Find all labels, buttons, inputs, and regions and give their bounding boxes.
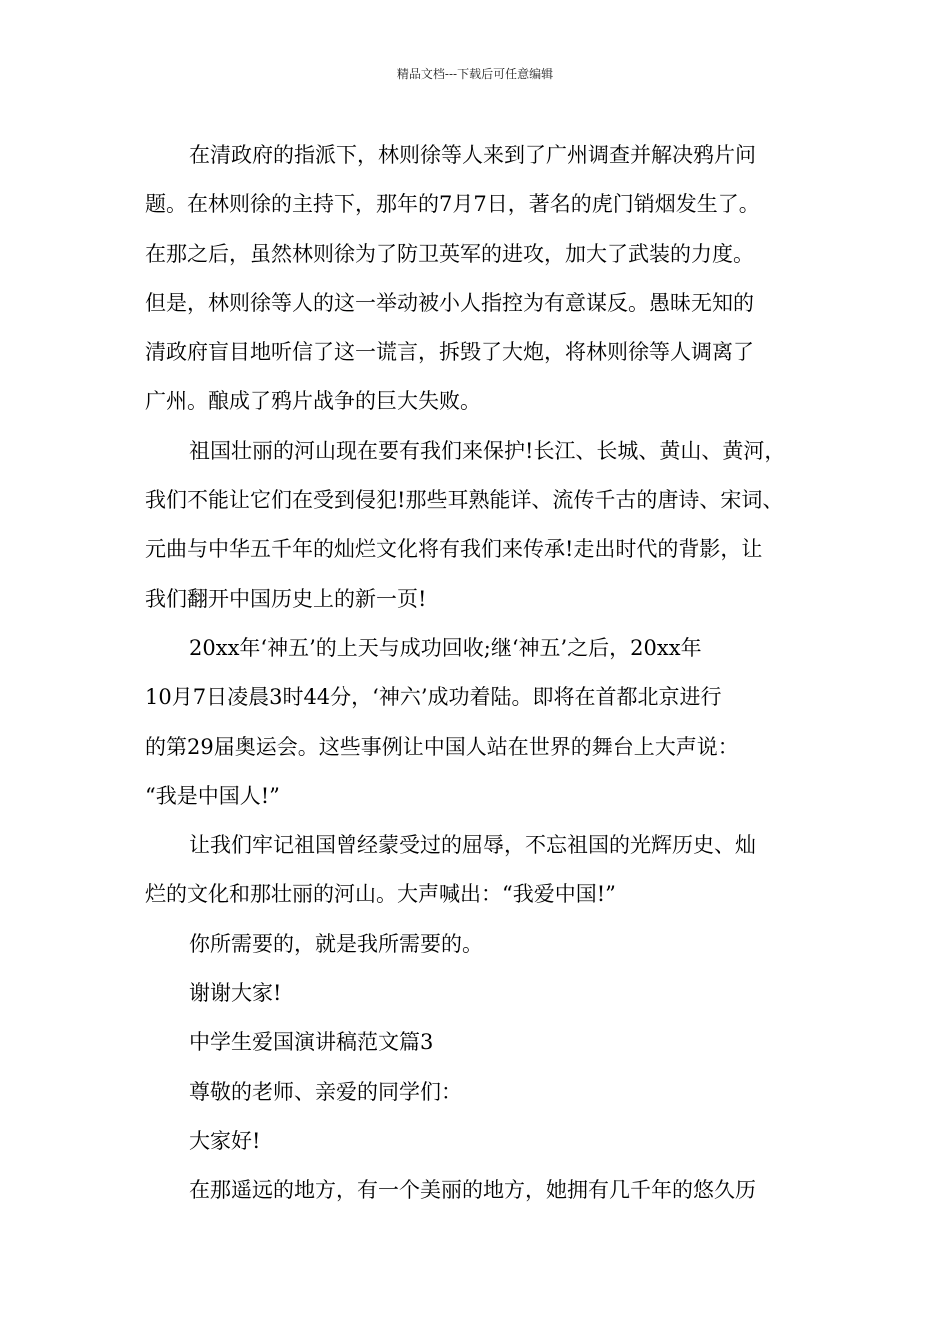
- paragraph: [145, 969, 825, 1018]
- section-title: [145, 1018, 825, 1067]
- text-line: 烂的文化和那壮丽的河山。大声喊出：“我爱中国!”: [145, 882, 616, 907]
- page-header: 精品文档---下载后可任意编辑: [396, 67, 554, 81]
- text-line: 中学生爱国演讲稿范文篇3: [189, 1030, 434, 1055]
- paragraph: [145, 920, 825, 969]
- text-line: 我们不能让它们在受到侵犯!那些耳熟能详、流传千古的唐诗、宋词、: [145, 488, 784, 513]
- paragraph: [145, 1117, 825, 1166]
- text-line: “我是中国人!”: [145, 783, 280, 808]
- text-line: 题。在林则徐的主持下，那年的7月7日，著名的虎门销烟发生了。: [145, 192, 760, 217]
- text-line: 的第29届奥运会。这些事例让中国人站在世界的舞台上大声说：: [145, 734, 739, 759]
- text-line: 但是，林则徐等人的这一举动被小人指控为有意谋反。愚昧无知的: [145, 290, 754, 315]
- text-line: 在那遥远的地方，有一个美丽的地方，她拥有几千年的悠久历: [189, 1178, 756, 1203]
- paragraph: [145, 821, 825, 920]
- paragraph: [145, 624, 825, 821]
- text-line: 让我们牢记祖国曾经蒙受过的屈辱，不忘祖国的光辉历史、灿: [189, 833, 756, 858]
- text-line: 10月7日凌晨3时44分，‘神六’成功着陆。即将在首都北京进行: [145, 685, 722, 710]
- document-body: [145, 131, 825, 1216]
- text-line: 大家好!: [189, 1128, 261, 1153]
- text-line: 祖国壮丽的河山现在要有我们来保护!长江、长城、黄山、黄河，: [189, 438, 786, 463]
- text-line: 谢谢大家!: [189, 981, 282, 1006]
- text-line: 在清政府的指派下，林则徐等人来到了广州调查并解决鸦片问: [189, 143, 756, 167]
- paragraph: [145, 427, 825, 624]
- paragraph: [145, 1166, 825, 1215]
- text-line: 你所需要的，就是我所需要的。: [189, 931, 483, 956]
- text-line: 我们翻开中国历史上的新一页!: [145, 586, 427, 611]
- paragraph: [145, 1068, 825, 1117]
- text-line: 清政府盲目地听信了这一谎言，拆毁了大炮，将林则徐等人调离了: [145, 340, 754, 365]
- paragraph: [145, 131, 825, 427]
- text-line: 20xx年‘神五’的上天与成功回收;继‘神五’之后，20xx年: [189, 635, 702, 660]
- text-line: 广州。酿成了鸦片战争的巨大失败。: [145, 389, 481, 414]
- text-line: 尊敬的老师、亲爱的同学们：: [189, 1079, 462, 1104]
- text-line: 在那之后，虽然林则徐为了防卫英军的进攻，加大了武装的力度。: [145, 241, 754, 266]
- text-line: 元曲与中华五千年的灿烂文化将有我们来传承!走出时代的背影，让: [145, 537, 763, 562]
